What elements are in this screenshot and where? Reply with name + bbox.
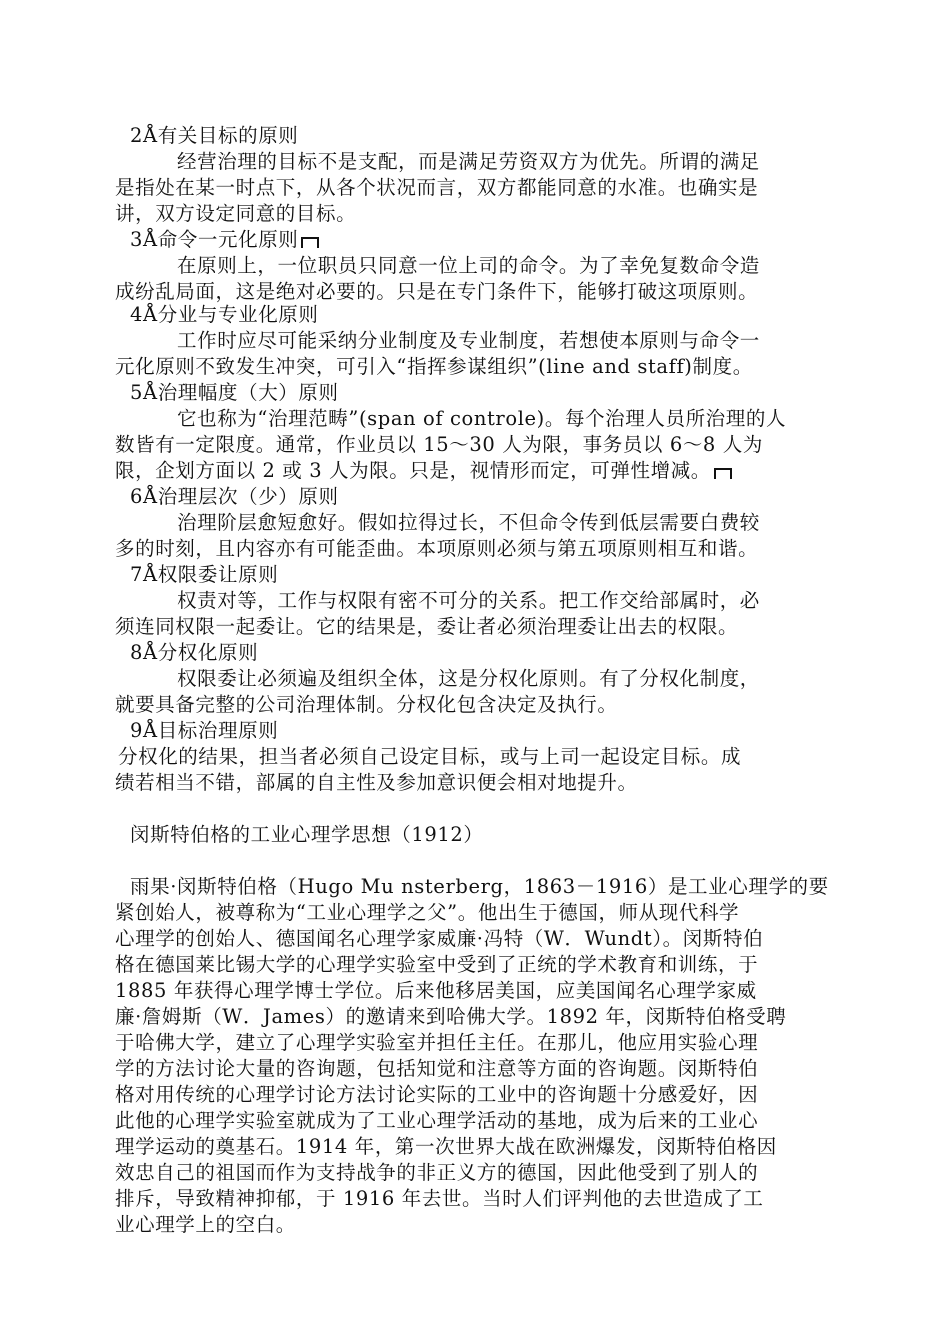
paragraph-line: 讲，双方设定同意的目标。: [115, 202, 357, 225]
paragraph-line: 1885 年获得心理学博士学位。后来他移居美国，应美国闻名心理学家威: [115, 979, 757, 1002]
paragraph-line: 学的方法讨论大量的咨询题，包括知觉和注意等方面的咨询题。闵斯特伯: [115, 1057, 759, 1080]
paragraph-line: 权限委让必须遍及组织全体，这是分权化原则。有了分权化制度，: [177, 667, 760, 690]
principle-3-heading: [130, 227, 850, 253]
paragraph-line: 效忠自己的祖国而作为支持战争的非正义方的德国，因此他受到了别人的: [115, 1161, 759, 1184]
paragraph-line: 绩若相当不错，部属的自主性及参加意识便会相对地提升。: [115, 771, 638, 794]
line-text: 限，企划方面以 2 或 3 人为限。只是，视情形而定，可弹性增减。: [115, 459, 711, 482]
paragraph-line: 须连同权限一起委让。它的结果是，委让者必须治理委让出去的权限。: [115, 615, 739, 638]
editor-mark-icon: [714, 468, 732, 479]
paragraph-line: 经营治理的目标不是支配，而是满足劳资双方为优先。所谓的满足: [177, 150, 760, 173]
paragraph-line: 此他的心理学实验室就成为了工业心理学活动的基地，成为后来的工业心: [115, 1109, 759, 1132]
paragraph-line: 多的时刻，且内容亦有可能歪曲。本项原则必须与第五项原则相互和谐。: [115, 537, 759, 560]
paragraph-line: 工作时应尽可能采纳分业制度及专业制度，若想使本原则与命令一: [177, 329, 760, 352]
principle-4-heading: 4Å分业与专业化原则: [130, 303, 319, 326]
paragraph-line: 格对用传统的心理学讨论方法讨论实际的工业中的咨询题十分感爱好，因: [115, 1083, 759, 1106]
editor-mark-icon: [301, 237, 319, 248]
principle-8-heading: 8Å分权化原则: [130, 641, 259, 664]
paragraph-line: 排斥，导致精神抑郁，于 1916 年去世。当时人们评判他的去世造成了工: [115, 1187, 764, 1210]
principle-7-heading: 7Å权限委让原则: [130, 563, 279, 586]
paragraph-line: 就要具备完整的公司治理体制。分权化包含决定及执行。: [115, 693, 618, 716]
paragraph-line: 格在德国莱比锡大学的心理学实验室中受到了正统的学术教育和训练，于: [115, 953, 759, 976]
paragraph-line: 是指处在某一时点下，从各个状况而言，双方都能同意的水准。也确实是: [115, 176, 759, 199]
principle-2-heading: 2Å有关目标的原则: [130, 124, 299, 147]
paragraph-line: 分权化的结果，担当者必须自己设定目标，或与上司一起设定目标。成: [118, 745, 742, 768]
section-title: 闵斯特伯格的工业心理学思想（1912）: [130, 823, 484, 846]
paragraph-line: 治理阶层愈短愈好。假如拉得过长，不但命令传到低层需要白费较: [177, 511, 760, 534]
principle-9-heading: 9Å目标治理原则: [130, 719, 279, 742]
paragraph-line: 数皆有一定限度。通常，作业员以 15～30 人为限，事务员以 6～8 人为: [115, 433, 763, 456]
paragraph-line: 元化原则不致发生冲突，可引入“指挥参谋组织”(line and staff)制度。: [115, 355, 753, 378]
paragraph-line: 业心理学上的空白。: [115, 1213, 296, 1236]
principle-6-heading: 6Å治理层次（少）原则: [130, 485, 339, 508]
paragraph-line: 在原则上，一位职员只同意一位上司的命令。为了幸免复数命令造: [177, 254, 760, 277]
paragraph-line: 于哈佛大学，建立了心理学实验室并担任主任。在那儿，他应用实验心理: [115, 1031, 759, 1054]
paragraph-line: 理学运动的奠基石。1914 年，第一次世界大战在欧洲爆发，闵斯特伯格因: [115, 1135, 777, 1158]
paragraph-line: 成纷乱局面，这是绝对必要的。只是在专门条件下，能够打破这项原则。: [115, 280, 759, 303]
paragraph-line: 紧创始人，被尊称为“工业心理学之父”。他出生于德国，师从现代科学: [115, 901, 740, 924]
paragraph-line: [115, 458, 835, 484]
paragraph-line: 它也称为“治理范畴”(span of controle)。每个治理人员所治理的人: [177, 407, 787, 430]
paragraph-line: 权责对等，工作与权限有密不可分的关系。把工作交给部属时，必: [177, 589, 760, 612]
paragraph-line: 雨果·闵斯特伯格（Hugo Mu nsterberg，1863－1916）是工业心理学的要: [130, 875, 829, 898]
paragraph-line: 心理学的创始人、德国闻名心理学家威廉·冯特（W．Wundt）。闵斯特伯: [115, 927, 764, 950]
principle-5-heading: 5Å治理幅度（大）原则: [130, 381, 339, 404]
paragraph-line: 廉·詹姆斯（W．James）的邀请来到哈佛大学。1892 年，闵斯特伯格受聘: [115, 1005, 787, 1028]
heading-text: 3Å命令一元化原则: [130, 228, 299, 251]
